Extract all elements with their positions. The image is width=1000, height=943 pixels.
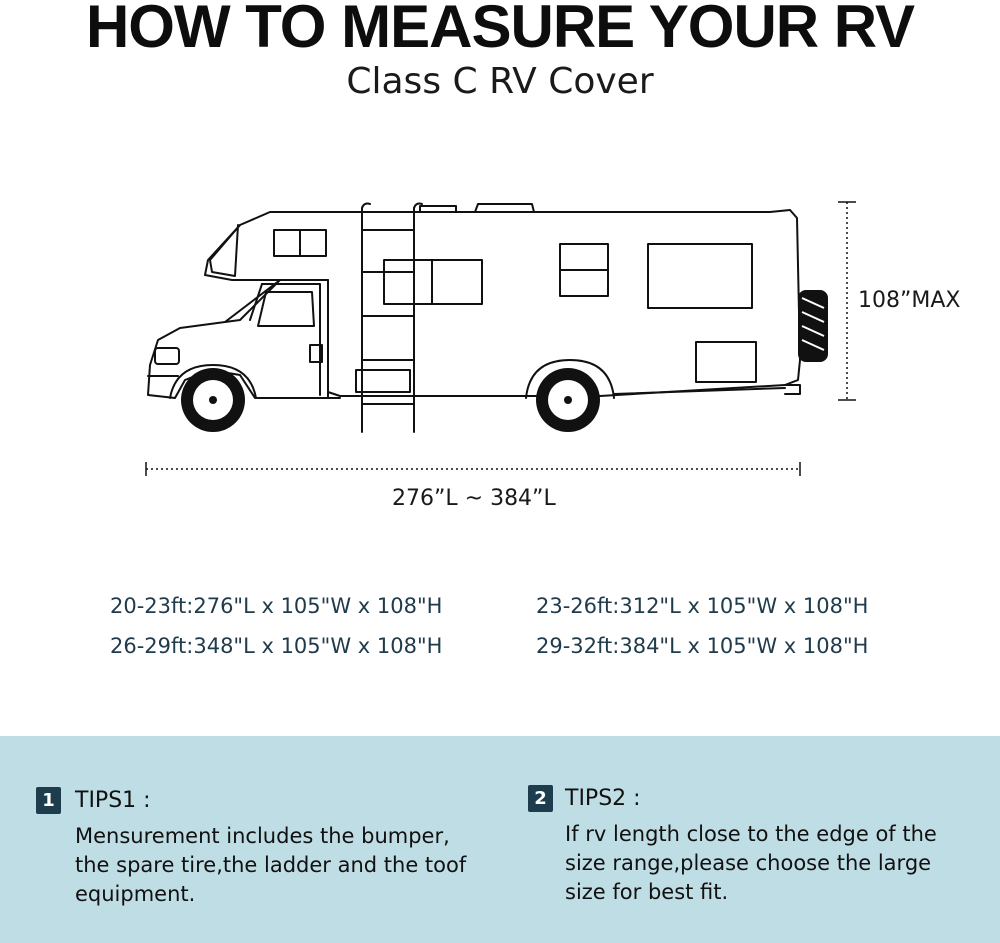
rv-spare-tire (798, 290, 828, 362)
size-row: 29-32ft:384"L x 105"W x 108"H (536, 634, 869, 658)
length-dimension (146, 462, 800, 476)
tips-panel (0, 736, 1000, 943)
rv-roof-unit (475, 204, 534, 212)
tip-2 (528, 784, 937, 907)
tip-label: TIPS1 : (75, 787, 151, 813)
height-label: 108”MAX (858, 288, 961, 313)
rv-cab-window (258, 292, 314, 326)
tip-text: Mensurement includes the bumper, the spare tire,the ladder and the toof equipment. (75, 824, 467, 906)
rv-side-window-3 (648, 244, 752, 308)
tip-number-badge: 2 (528, 785, 553, 812)
page-title: HOW TO MEASURE YOUR RV (85, 0, 915, 60)
rv-body (205, 210, 800, 396)
tip-1 (36, 786, 466, 909)
tip-label: TIPS2 : (565, 785, 641, 811)
tip-text: If rv length close to the edge of the size range,please choose the large size for best fit. (565, 822, 937, 904)
page-subtitle: Class C RV Cover (346, 61, 654, 102)
length-label: 276”L ~ 384”L (392, 486, 556, 511)
rv-compartment (696, 342, 756, 382)
rv-rear-wheel (536, 368, 600, 432)
tip-number-badge: 1 (36, 787, 61, 814)
size-row: 23-26ft:312"L x 105"W x 108"H (536, 594, 869, 618)
rv-ladder (362, 204, 422, 433)
size-row: 26-29ft:348"L x 105"W x 108"H (110, 634, 443, 658)
height-dimension (838, 202, 856, 400)
rv-cab-over (210, 225, 240, 276)
rv-illustration (0, 180, 1000, 480)
rv-front-wheel (181, 368, 245, 432)
size-row: 20-23ft:276"L x 105"W x 108"H (110, 594, 443, 618)
